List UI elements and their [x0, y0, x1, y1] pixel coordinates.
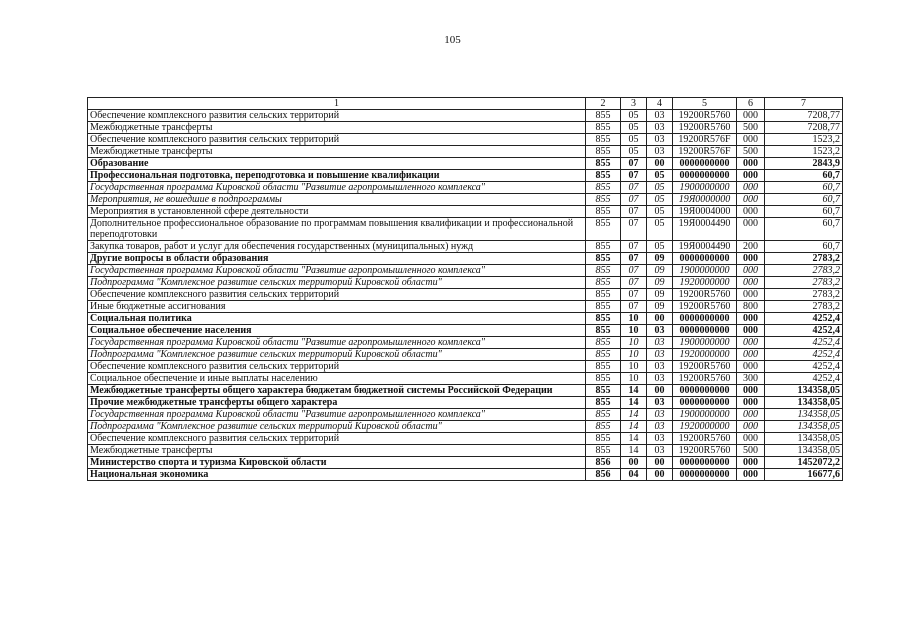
- ministry-code-cell: 855: [586, 433, 621, 445]
- target-article-code-cell: 0000000000: [673, 325, 737, 337]
- target-article-code-cell: 19200R5760: [673, 445, 737, 457]
- amount-cell: 16677,6: [765, 469, 843, 481]
- item-name-cell: Подпрограмма "Комплексное развитие сельских территорий Кировской области": [88, 349, 586, 361]
- target-article-code-cell: 19Я0004000: [673, 206, 737, 218]
- amount-cell: 7208,77: [765, 110, 843, 122]
- table-body: [88, 110, 843, 481]
- ministry-code-cell: 855: [586, 265, 621, 277]
- amount-cell: 4252,4: [765, 313, 843, 325]
- subsection-code-cell: 09: [647, 253, 673, 265]
- target-article-code-cell: 19200R5760: [673, 122, 737, 134]
- amount-cell: 2783,2: [765, 277, 843, 289]
- header-cell: 7: [765, 98, 843, 110]
- expense-type-code-cell: 000: [737, 457, 765, 469]
- section-code-cell: 10: [621, 349, 647, 361]
- table-row: [88, 337, 843, 349]
- target-article-code-cell: 1920000000: [673, 421, 737, 433]
- header-cell: 1: [88, 98, 586, 110]
- item-name-cell: Обеспечение комплексного развития сельских территорий: [88, 110, 586, 122]
- item-name-cell: Подпрограмма "Комплексное развитие сельских территорий Кировской области": [88, 421, 586, 433]
- table-row: [88, 421, 843, 433]
- subsection-code-cell: 09: [647, 277, 673, 289]
- subsection-code-cell: 05: [647, 194, 673, 206]
- table-row: [88, 134, 843, 146]
- amount-cell: 60,7: [765, 170, 843, 182]
- header-cell: 3: [621, 98, 647, 110]
- item-name-cell: Социальное обеспечение и иные выплаты населению: [88, 373, 586, 385]
- table-row: [88, 313, 843, 325]
- ministry-code-cell: 855: [586, 158, 621, 170]
- target-article-code-cell: 19200R5760: [673, 433, 737, 445]
- subsection-code-cell: 09: [647, 301, 673, 313]
- ministry-code-cell: 855: [586, 110, 621, 122]
- table-row: [88, 170, 843, 182]
- item-name-cell: Прочие межбюджетные трансферты общего характера: [88, 397, 586, 409]
- table-row: [88, 349, 843, 361]
- expense-type-code-cell: 000: [737, 289, 765, 301]
- ministry-code-cell: 855: [586, 385, 621, 397]
- ministry-code-cell: 855: [586, 122, 621, 134]
- section-code-cell: 07: [621, 170, 647, 182]
- subsection-code-cell: 00: [647, 457, 673, 469]
- header-cell: 6: [737, 98, 765, 110]
- ministry-code-cell: 856: [586, 457, 621, 469]
- section-code-cell: 10: [621, 325, 647, 337]
- amount-cell: 134358,05: [765, 385, 843, 397]
- table-row: [88, 469, 843, 481]
- expense-type-code-cell: 500: [737, 122, 765, 134]
- header-row: [88, 98, 843, 110]
- target-article-code-cell: 0000000000: [673, 385, 737, 397]
- item-name-cell: Закупка товаров, работ и услуг для обеспечения государственных (муниципальных) нужд: [88, 241, 586, 253]
- section-code-cell: 14: [621, 445, 647, 457]
- table-row: [88, 373, 843, 385]
- expense-type-code-cell: 000: [737, 337, 765, 349]
- expense-type-code-cell: 000: [737, 361, 765, 373]
- item-name-cell: Межбюджетные трансферты: [88, 146, 586, 158]
- table-row: [88, 241, 843, 253]
- ministry-code-cell: 855: [586, 421, 621, 433]
- expense-type-code-cell: 000: [737, 110, 765, 122]
- expense-type-code-cell: 000: [737, 397, 765, 409]
- item-name-cell: Социальное обеспечение населения: [88, 325, 586, 337]
- expense-type-code-cell: 000: [737, 194, 765, 206]
- ministry-code-cell: 855: [586, 241, 621, 253]
- ministry-code-cell: 855: [586, 409, 621, 421]
- ministry-code-cell: 855: [586, 277, 621, 289]
- subsection-code-cell: 00: [647, 313, 673, 325]
- amount-cell: 1523,2: [765, 134, 843, 146]
- target-article-code-cell: 19Я0004490: [673, 218, 737, 241]
- target-article-code-cell: 0000000000: [673, 457, 737, 469]
- header-cell: 4: [647, 98, 673, 110]
- amount-cell: 4252,4: [765, 337, 843, 349]
- item-name-cell: Мероприятия в установленной сфере деятельности: [88, 206, 586, 218]
- table-row: [88, 122, 843, 134]
- item-name-cell: Обеспечение комплексного развития сельских территорий: [88, 289, 586, 301]
- item-name-cell: Межбюджетные трансферты: [88, 445, 586, 457]
- ministry-code-cell: 855: [586, 301, 621, 313]
- expense-type-code-cell: 300: [737, 373, 765, 385]
- section-code-cell: 14: [621, 397, 647, 409]
- table-row: [88, 301, 843, 313]
- ministry-code-cell: 855: [586, 325, 621, 337]
- section-code-cell: 07: [621, 182, 647, 194]
- expense-type-code-cell: 000: [737, 134, 765, 146]
- subsection-code-cell: 05: [647, 206, 673, 218]
- table-row: [88, 445, 843, 457]
- amount-cell: 134358,05: [765, 445, 843, 457]
- table-row: [88, 194, 843, 206]
- section-code-cell: 05: [621, 110, 647, 122]
- section-code-cell: 07: [621, 289, 647, 301]
- target-article-code-cell: 0000000000: [673, 469, 737, 481]
- ministry-code-cell: 855: [586, 194, 621, 206]
- expense-type-code-cell: 000: [737, 158, 765, 170]
- ministry-code-cell: 855: [586, 218, 621, 241]
- ministry-code-cell: 855: [586, 361, 621, 373]
- target-article-code-cell: 19200R576F: [673, 146, 737, 158]
- budget-table: [87, 97, 843, 481]
- target-article-code-cell: 1900000000: [673, 265, 737, 277]
- table-row: [88, 146, 843, 158]
- target-article-code-cell: 19Я0004490: [673, 241, 737, 253]
- expense-type-code-cell: 000: [737, 385, 765, 397]
- table-row: [88, 253, 843, 265]
- amount-cell: 4252,4: [765, 349, 843, 361]
- amount-cell: 1523,2: [765, 146, 843, 158]
- amount-cell: 60,7: [765, 218, 843, 241]
- item-name-cell: Межбюджетные трансферты: [88, 122, 586, 134]
- target-article-code-cell: 19200R5760: [673, 301, 737, 313]
- section-code-cell: 14: [621, 433, 647, 445]
- section-code-cell: 10: [621, 361, 647, 373]
- item-name-cell: Государственная программа Кировской области "Развитие агропромышленного комплекса": [88, 182, 586, 194]
- table-row: [88, 325, 843, 337]
- amount-cell: 4252,4: [765, 373, 843, 385]
- item-name-cell: Мероприятия, не вошедшие в подпрограммы: [88, 194, 586, 206]
- header-cell: 2: [586, 98, 621, 110]
- expense-type-code-cell: 000: [737, 433, 765, 445]
- subsection-code-cell: 03: [647, 134, 673, 146]
- section-code-cell: 10: [621, 313, 647, 325]
- section-code-cell: 00: [621, 457, 647, 469]
- subsection-code-cell: 00: [647, 385, 673, 397]
- expense-type-code-cell: 000: [737, 313, 765, 325]
- section-code-cell: 07: [621, 253, 647, 265]
- subsection-code-cell: 03: [647, 409, 673, 421]
- target-article-code-cell: 1900000000: [673, 337, 737, 349]
- table-row: [88, 361, 843, 373]
- amount-cell: 60,7: [765, 241, 843, 253]
- page-number: 105: [444, 34, 461, 46]
- item-name-cell: Министерство спорта и туризма Кировской области: [88, 457, 586, 469]
- item-name-cell: Подпрограмма "Комплексное развитие сельских территорий Кировской области": [88, 277, 586, 289]
- ministry-code-cell: 855: [586, 206, 621, 218]
- target-article-code-cell: 1900000000: [673, 182, 737, 194]
- subsection-code-cell: 05: [647, 182, 673, 194]
- expense-type-code-cell: 000: [737, 325, 765, 337]
- table-row: [88, 397, 843, 409]
- ministry-code-cell: 855: [586, 337, 621, 349]
- header-cell: 5: [673, 98, 737, 110]
- target-article-code-cell: 0000000000: [673, 158, 737, 170]
- amount-cell: 60,7: [765, 194, 843, 206]
- table-row: [88, 409, 843, 421]
- target-article-code-cell: 0000000000: [673, 170, 737, 182]
- target-article-code-cell: 1900000000: [673, 409, 737, 421]
- subsection-code-cell: 03: [647, 361, 673, 373]
- expense-type-code-cell: 000: [737, 409, 765, 421]
- ministry-code-cell: 855: [586, 349, 621, 361]
- target-article-code-cell: 19Я0000000: [673, 194, 737, 206]
- item-name-cell: Обеспечение комплексного развития сельских территорий: [88, 433, 586, 445]
- section-code-cell: 07: [621, 241, 647, 253]
- amount-cell: 2783,2: [765, 265, 843, 277]
- subsection-code-cell: 05: [647, 218, 673, 241]
- target-article-code-cell: 0000000000: [673, 253, 737, 265]
- subsection-code-cell: 03: [647, 325, 673, 337]
- expense-type-code-cell: 500: [737, 146, 765, 158]
- section-code-cell: 10: [621, 373, 647, 385]
- ministry-code-cell: 855: [586, 182, 621, 194]
- item-name-cell: Обеспечение комплексного развития сельских территорий: [88, 361, 586, 373]
- table-row: [88, 433, 843, 445]
- subsection-code-cell: 09: [647, 289, 673, 301]
- item-name-cell: Государственная программа Кировской области "Развитие агропромышленного комплекса": [88, 409, 586, 421]
- target-article-code-cell: 19200R5760: [673, 373, 737, 385]
- target-article-code-cell: 19200R5760: [673, 361, 737, 373]
- expense-type-code-cell: 000: [737, 206, 765, 218]
- item-name-cell: Государственная программа Кировской области "Развитие агропромышленного комплекса": [88, 337, 586, 349]
- table-row: [88, 218, 843, 241]
- amount-cell: 2783,2: [765, 301, 843, 313]
- subsection-code-cell: 03: [647, 349, 673, 361]
- item-name-cell: Социальная политика: [88, 313, 586, 325]
- table-row: [88, 158, 843, 170]
- subsection-code-cell: 03: [647, 433, 673, 445]
- item-name-cell: Государственная программа Кировской области "Развитие агропромышленного комплекса": [88, 265, 586, 277]
- subsection-code-cell: 03: [647, 373, 673, 385]
- item-name-cell: Национальная экономика: [88, 469, 586, 481]
- amount-cell: 2783,2: [765, 289, 843, 301]
- subsection-code-cell: 03: [647, 445, 673, 457]
- amount-cell: 60,7: [765, 182, 843, 194]
- expense-type-code-cell: 000: [737, 421, 765, 433]
- subsection-code-cell: 05: [647, 241, 673, 253]
- expense-type-code-cell: 000: [737, 253, 765, 265]
- subsection-code-cell: 03: [647, 146, 673, 158]
- table-row: [88, 385, 843, 397]
- expense-type-code-cell: 000: [737, 170, 765, 182]
- amount-cell: 4252,4: [765, 325, 843, 337]
- section-code-cell: 05: [621, 122, 647, 134]
- section-code-cell: 14: [621, 421, 647, 433]
- expense-type-code-cell: 500: [737, 445, 765, 457]
- ministry-code-cell: 856: [586, 469, 621, 481]
- section-code-cell: 07: [621, 218, 647, 241]
- subsection-code-cell: 03: [647, 110, 673, 122]
- expense-type-code-cell: 000: [737, 265, 765, 277]
- expense-type-code-cell: 000: [737, 349, 765, 361]
- section-code-cell: 05: [621, 134, 647, 146]
- section-code-cell: 05: [621, 146, 647, 158]
- section-code-cell: 10: [621, 337, 647, 349]
- expense-type-code-cell: 000: [737, 277, 765, 289]
- section-code-cell: 07: [621, 194, 647, 206]
- amount-cell: 7208,77: [765, 122, 843, 134]
- amount-cell: 2843,9: [765, 158, 843, 170]
- section-code-cell: 14: [621, 409, 647, 421]
- subsection-code-cell: 03: [647, 122, 673, 134]
- target-article-code-cell: 1920000000: [673, 349, 737, 361]
- ministry-code-cell: 855: [586, 146, 621, 158]
- target-article-code-cell: 1920000000: [673, 277, 737, 289]
- amount-cell: 134358,05: [765, 397, 843, 409]
- amount-cell: 134358,05: [765, 433, 843, 445]
- item-name-cell: Профессиональная подготовка, переподготовка и повышение квалификации: [88, 170, 586, 182]
- amount-cell: 1452072,2: [765, 457, 843, 469]
- section-code-cell: 07: [621, 277, 647, 289]
- target-article-code-cell: 19200R5760: [673, 289, 737, 301]
- table-row: [88, 277, 843, 289]
- section-code-cell: 07: [621, 158, 647, 170]
- table-row: [88, 457, 843, 469]
- target-article-code-cell: 0000000000: [673, 313, 737, 325]
- table-row: [88, 206, 843, 218]
- subsection-code-cell: 00: [647, 158, 673, 170]
- section-code-cell: 07: [621, 206, 647, 218]
- subsection-code-cell: 03: [647, 421, 673, 433]
- expense-type-code-cell: 000: [737, 182, 765, 194]
- ministry-code-cell: 855: [586, 253, 621, 265]
- item-name-cell: Образование: [88, 158, 586, 170]
- subsection-code-cell: 09: [647, 265, 673, 277]
- item-name-cell: Иные бюджетные ассигнования: [88, 301, 586, 313]
- target-article-code-cell: 0000000000: [673, 397, 737, 409]
- amount-cell: 2783,2: [765, 253, 843, 265]
- item-name-cell: Межбюджетные трансферты общего характера бюджетам бюджетной системы Российской Федерации: [88, 385, 586, 397]
- subsection-code-cell: 03: [647, 337, 673, 349]
- expense-type-code-cell: 200: [737, 241, 765, 253]
- ministry-code-cell: 855: [586, 313, 621, 325]
- table-row: [88, 110, 843, 122]
- section-code-cell: 07: [621, 301, 647, 313]
- expense-type-code-cell: 000: [737, 469, 765, 481]
- amount-cell: 4252,4: [765, 361, 843, 373]
- ministry-code-cell: 855: [586, 170, 621, 182]
- expense-type-code-cell: 800: [737, 301, 765, 313]
- item-name-cell: Дополнительное профессиональное образование по программам повышения квалификации и профессиональной переподготовки: [88, 218, 586, 241]
- amount-cell: 60,7: [765, 206, 843, 218]
- expense-type-code-cell: 000: [737, 218, 765, 241]
- ministry-code-cell: 855: [586, 373, 621, 385]
- subsection-code-cell: 03: [647, 397, 673, 409]
- table-row: [88, 265, 843, 277]
- ministry-code-cell: 855: [586, 397, 621, 409]
- target-article-code-cell: 19200R5760: [673, 110, 737, 122]
- amount-cell: 134358,05: [765, 421, 843, 433]
- subsection-code-cell: 05: [647, 170, 673, 182]
- amount-cell: 134358,05: [765, 409, 843, 421]
- ministry-code-cell: 855: [586, 289, 621, 301]
- section-code-cell: 04: [621, 469, 647, 481]
- subsection-code-cell: 00: [647, 469, 673, 481]
- ministry-code-cell: 855: [586, 134, 621, 146]
- item-name-cell: Другие вопросы в области образования: [88, 253, 586, 265]
- ministry-code-cell: 855: [586, 445, 621, 457]
- section-code-cell: 07: [621, 265, 647, 277]
- table-row: [88, 289, 843, 301]
- section-code-cell: 14: [621, 385, 647, 397]
- target-article-code-cell: 19200R576F: [673, 134, 737, 146]
- item-name-cell: Обеспечение комплексного развития сельских территорий: [88, 134, 586, 146]
- table-row: [88, 182, 843, 194]
